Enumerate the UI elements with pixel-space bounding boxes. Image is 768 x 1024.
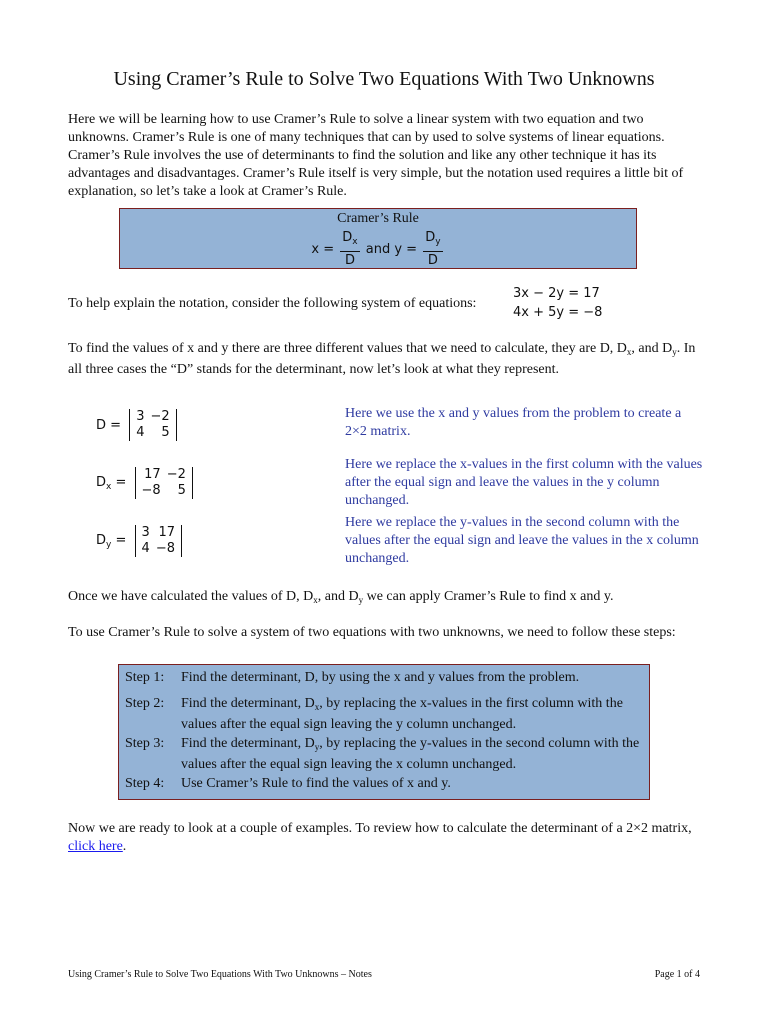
- determinants-intro: [68, 340, 698, 379]
- cramers-rule-formula: [120, 229, 636, 270]
- step-3-text-a: Find the determinant, D: [181, 736, 315, 751]
- matrix-cell: −8: [155, 541, 175, 556]
- det-dx-sub: x: [106, 481, 112, 492]
- rule-box-heading: Cramer’s Rule: [337, 211, 419, 226]
- step-key: Step 3:: [125, 736, 165, 751]
- step-3-text-b: , by replacing the y-values in the second column with the values after the equal sign leaving the x column unchanged.: [181, 736, 640, 772]
- step-text: Use Cramer’s Rule to find the values of x and y.: [181, 776, 451, 791]
- para3-text-c: we can apply Cramer’s Rule to find x and y.: [363, 589, 614, 604]
- step-1: [125, 669, 643, 687]
- matrix-cell: 5: [177, 483, 186, 498]
- step-2-text-b: , by replacing the x-values in the first column with the values after the equal sign leaving the y column unchanged.: [181, 696, 623, 732]
- det-dx-matrix: [135, 467, 193, 499]
- matrix-cell: −2: [166, 467, 186, 482]
- x-numerator: D: [342, 230, 353, 245]
- step-4: [125, 775, 643, 793]
- intro-paragraph: Here we will be learning how to use Cramer’s Rule to solve a linear system with two equation and two unknowns. Cramer’s Rule is one of many techniques that can by used to solve systems of linear equations. Cramer’s Rule involves the use of determinants to find the solution and like any other technique it has its advantages and disadvantages. Cramer’s Rule itself is very simple, but the notation used requires a little bit of explanation, so let’s take a look at Cramer’s Rule.: [68, 112, 684, 199]
- determinant-dy: [96, 525, 182, 557]
- para3-sub-y: y: [358, 595, 364, 605]
- steps-intro: To use Cramer’s Rule to solve a system of two equations with two unknowns, we need to follow these steps:: [68, 625, 676, 640]
- para2-text-b: , and D: [631, 341, 673, 356]
- matrix-cell: 3: [136, 409, 145, 424]
- det-d-matrix: [129, 409, 176, 441]
- matrix-cell: −2: [150, 409, 170, 424]
- x-equals: x =: [311, 242, 335, 257]
- y-numerator-sub: y: [435, 237, 441, 247]
- apply-rule-paragraph: [68, 588, 698, 609]
- det-dy-label: [96, 533, 126, 550]
- para2-sub-x: x: [626, 347, 632, 357]
- matrix-cell: 4: [136, 425, 145, 440]
- cramers-rule-box: [119, 208, 637, 269]
- x-denominator: D: [344, 253, 355, 268]
- determinant-d: [96, 409, 177, 441]
- para5-end: .: [122, 839, 127, 854]
- footer-title: Using Cramer’s Rule to Solve Two Equations With Two Unknowns – Notes: [68, 969, 372, 980]
- det-d-note: Here we use the x and y values from the problem to create a 2×2 matrix.: [345, 406, 682, 439]
- step-text: [181, 695, 643, 734]
- step-text: Find the determinant, D, by using the x and y values from the problem.: [181, 670, 580, 685]
- step-3-sub: y: [314, 742, 320, 752]
- step-3: [125, 735, 643, 774]
- system-intro: To help explain the notation, consider the following system of equations:: [68, 296, 477, 311]
- matrix-cell: 17: [158, 525, 175, 540]
- step-key: Step 1:: [125, 670, 165, 685]
- det-d-label: D =: [96, 417, 122, 433]
- det-dy-sub: y: [106, 539, 112, 550]
- para5-text: Now we are ready to look at a couple of examples. To review how to calculate the determinant of a 2×2 matrix,: [68, 821, 692, 836]
- step-2-text-a: Find the determinant, D: [181, 696, 315, 711]
- click-here-link[interactable]: click here: [68, 839, 123, 854]
- page-title: Using Cramer’s Rule to Solve Two Equations With Two Unknowns: [113, 68, 655, 90]
- matrix-cell: 3: [141, 525, 150, 540]
- step-2-sub: x: [314, 702, 320, 712]
- step-key: Step 2:: [125, 696, 165, 711]
- det-dx-label: [96, 475, 126, 492]
- det-dx-note: Here we replace the x-values in the first column with the values after the equal sign and leave the values in the y column unchanged.: [345, 457, 703, 508]
- y-numerator: D: [425, 230, 436, 245]
- y-denominator: D: [427, 253, 438, 268]
- para3-text-a: Once we have calculated the values of D, D: [68, 589, 314, 604]
- step-2: [125, 695, 643, 734]
- steps-box: [118, 664, 650, 800]
- y-fraction: [423, 229, 442, 270]
- para3-text-b: , and D: [317, 589, 359, 604]
- determinant-dx: [96, 467, 193, 499]
- det-dx-eq: =: [115, 474, 127, 490]
- x-fraction: [340, 229, 359, 270]
- page-number: Page 1 of 4: [654, 969, 700, 980]
- equation-2: 4x + 5y = −8: [513, 305, 603, 320]
- matrix-cell: 17: [144, 467, 161, 482]
- matrix-cell: 4: [141, 541, 150, 556]
- step-text: [181, 735, 643, 774]
- examples-paragraph: [68, 820, 698, 856]
- matrix-cell: −8: [141, 483, 161, 498]
- det-dy-letter: D: [96, 532, 107, 548]
- para2-text-c: . In all three cases the “D” stands for the determinant, now let’s look at what they represent.: [68, 341, 696, 377]
- det-dy-eq: =: [115, 532, 127, 548]
- para2-sub-y: y: [672, 347, 677, 357]
- equation-1: 3x − 2y = 17: [513, 286, 600, 301]
- det-dx-letter: D: [96, 474, 107, 490]
- and-y-equals: and y =: [365, 242, 418, 257]
- x-numerator-sub: x: [352, 237, 358, 247]
- para2-text-a: To find the values of x and y there are three different values that we need to calculate, they are D, D: [68, 341, 627, 356]
- det-dy-note: Here we replace the y-values in the second column with the values after the equal sign and leave the values in the x column unchanged.: [345, 515, 699, 566]
- step-key: Step 4:: [125, 776, 165, 791]
- para3-sub-x: x: [313, 595, 318, 605]
- matrix-cell: 5: [161, 425, 170, 440]
- det-dy-matrix: [135, 525, 182, 557]
